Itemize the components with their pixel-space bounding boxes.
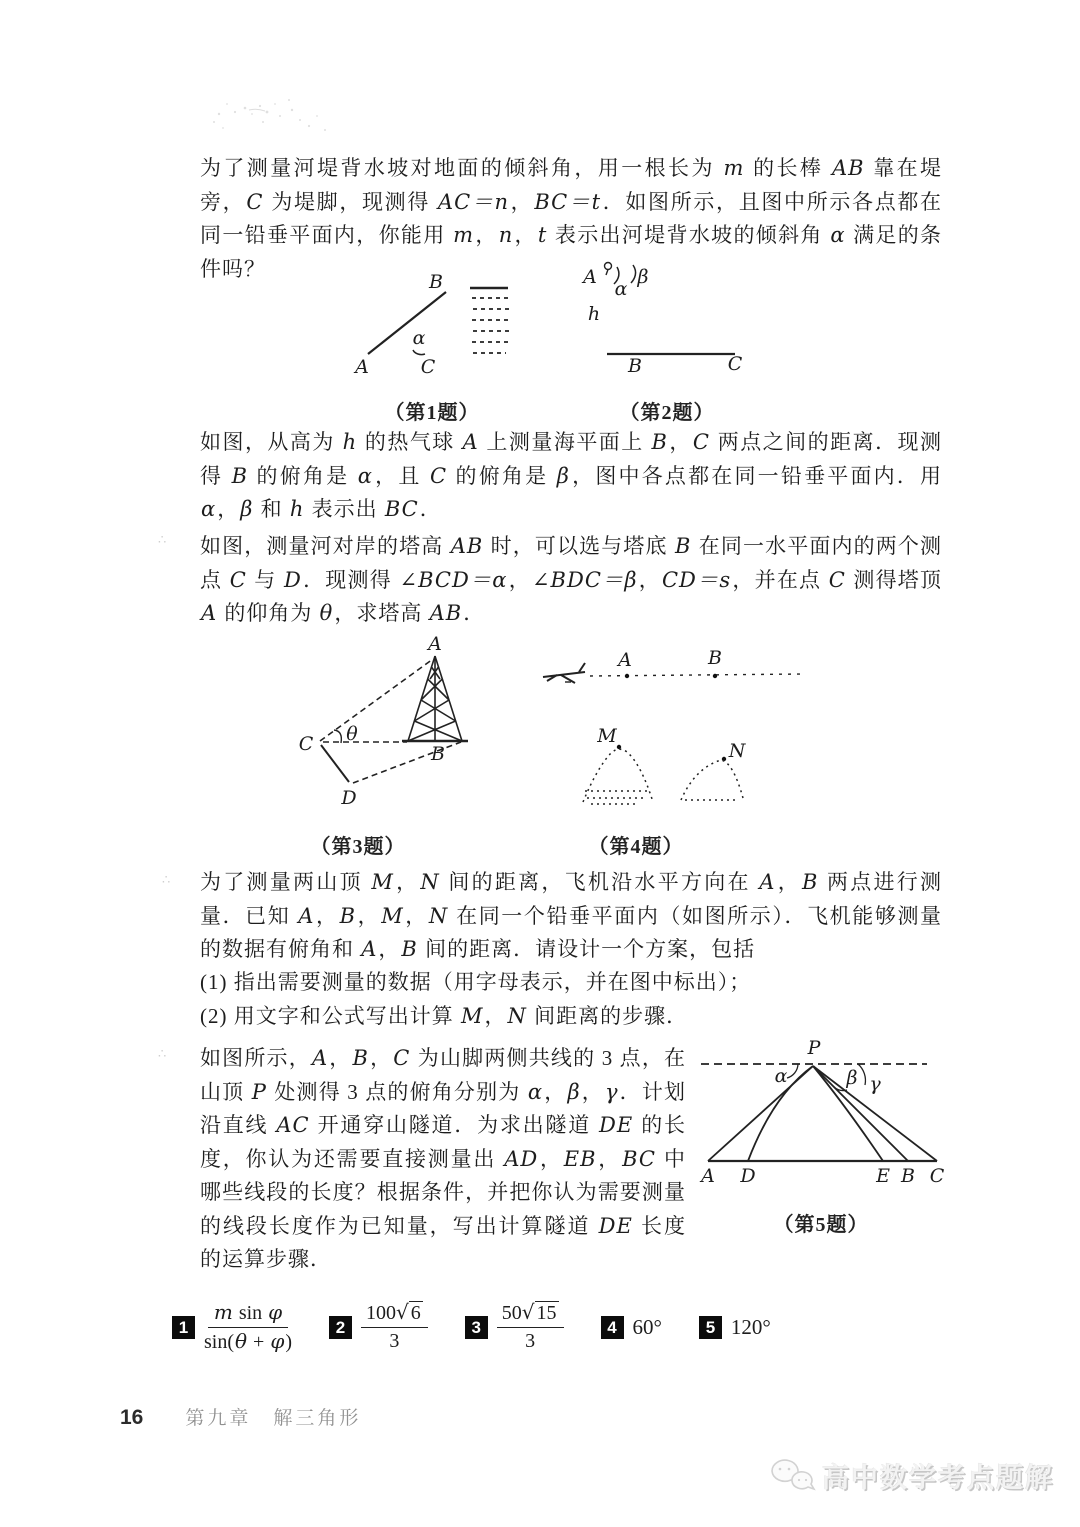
fig3-label-b: B xyxy=(431,743,445,765)
scan-smudge xyxy=(205,92,345,140)
fig1-label-c: C xyxy=(420,356,436,378)
problem-4-item-2: (2) 用文字和公式写出计算 M，N 间距离的步骤． xyxy=(200,1004,689,1028)
fig3-label-theta: θ xyxy=(346,723,358,745)
answer-3-fraction: $\frac{50√ 15}{3}$ xyxy=(497,1301,564,1353)
flight-path-line xyxy=(590,674,803,676)
faded-problem-number-mark: ∴ xyxy=(162,872,170,887)
measure-points xyxy=(617,674,726,761)
fig1-label-b: B xyxy=(429,271,443,293)
answer-3 xyxy=(465,1301,564,1353)
answer-2-number: 2 xyxy=(329,1316,352,1339)
problem-2-text: 如图，从高为 h 的热气球 A 上测量海平面上 B，C 两点之间的距离．现测得 B 的俯角是 α，且 C 的俯角是 β，图中各点都在同一铅垂平面内．用 α，β 和 h 表示出 BC． xyxy=(200,430,943,521)
figure-3-caption: （第3题） xyxy=(310,836,406,858)
slope-line-drawing xyxy=(368,292,446,355)
figure-2-caption: （第2题） xyxy=(619,402,715,424)
tower-drawing xyxy=(402,656,468,741)
fig5-label-c: C xyxy=(929,1165,945,1187)
figure-5 xyxy=(695,1040,957,1190)
answer-1-number: 1 xyxy=(172,1316,195,1339)
fig5-label-p: P xyxy=(807,1040,821,1059)
figure-3 xyxy=(290,634,490,814)
answer-1-fraction: $\frac{\text{m sin φ}}{\sin(\theta + \varphi)}$ xyxy=(204,1299,293,1353)
answer-2-fraction: $\frac{100√ 6}{3}$ xyxy=(361,1301,428,1353)
answer-5-number: 5 xyxy=(699,1316,722,1339)
dike-hatch-drawing xyxy=(470,288,510,353)
problem-4-text: 为了测量两山顶 M，N 间的距离，飞机沿水平方向在 A，B 两点进行测量．已知 A，B，M，N 在同一个铅垂平面内（如图所示）．飞机能够测量的数据有俯角和 A，B 间的距离．请设计一个方案，包括 xyxy=(200,870,943,961)
chapter-title: 第九章 解三角形 xyxy=(185,1408,362,1429)
faded-problem-number-mark: ∴ xyxy=(158,532,166,547)
faded-problem-number-mark: ∴ xyxy=(158,1046,166,1061)
answer-4-number: 4 xyxy=(601,1316,624,1339)
answer-4 xyxy=(601,1315,662,1340)
fig5-label-e: E xyxy=(876,1165,890,1187)
problem-1-text: 为了测量河堤背水坡对地面的倾斜角，用一根长为 m 的长棒 AB 靠在堤旁，C 为堤脚，现测得 AC＝n，BC＝t．如图所示，且图中所示各点都在同一铅垂平面内，你能用 m，n，t 表示出河堤背水坡的倾斜角 α 满足的条件吗？ xyxy=(200,156,943,281)
radical-sign: √ xyxy=(396,1300,409,1324)
fig3-label-d: D xyxy=(341,787,357,809)
fig4-label-m: M xyxy=(597,725,617,747)
fig5-label-a: A xyxy=(701,1165,715,1187)
answer-3-number: 3 xyxy=(465,1316,488,1339)
answer-5-value: 120° xyxy=(730,1314,771,1339)
answer-4-value: 60° xyxy=(632,1314,662,1339)
figure-5-caption: （第5题） xyxy=(773,1214,869,1236)
fig2-label-alpha: α xyxy=(614,278,628,300)
airplane-icon xyxy=(543,663,585,683)
wechat-icon xyxy=(768,1457,816,1495)
page-footer xyxy=(120,1403,361,1430)
answer-5 xyxy=(699,1315,771,1340)
fig2-label-b: B xyxy=(628,355,642,375)
fig5-label-gamma: γ xyxy=(869,1073,881,1095)
fig5-label-b: B xyxy=(901,1165,915,1187)
fig5-label-d: D xyxy=(740,1165,756,1187)
watermark-text: 高中数学考点题解 xyxy=(822,1463,1054,1493)
fig2-label-c: C xyxy=(727,353,743,375)
fig2-label-a: A xyxy=(583,266,597,288)
problem-5-text: 如图所示，A，B，C 为山脚两侧共线的 3 点，在山顶 P 处测得 3 点的俯角分别为 α，β，γ．计划沿直线 AC 开通穿山隧道．为求出隧道 DE 的长度，你认为还需要直接测量出 AD，EB，BC 中哪些线段的长度？根据条件，并把你认为需要测量的线段长度作为已知量，写出计算隧道 DE 长度的运算步骤． xyxy=(200,1046,687,1271)
fig1-label-alpha: α xyxy=(412,327,426,349)
figure-2 xyxy=(575,257,755,375)
fig3-label-a: A xyxy=(428,634,442,655)
answers-row xyxy=(172,1296,771,1358)
fig2-label-h: h xyxy=(587,303,601,325)
figure-4-caption: （第4题） xyxy=(588,836,684,858)
problem-4-item-1: (1) 指出需要测量的数据（用字母表示，并在图中标出）； xyxy=(200,970,752,994)
radical-sign: √ xyxy=(521,1300,535,1324)
fig5-label-alpha: α xyxy=(774,1065,788,1087)
answer-2 xyxy=(329,1301,428,1353)
watermark xyxy=(768,1456,1054,1495)
figure-1 xyxy=(340,268,530,386)
fig3-label-c: C xyxy=(298,733,314,755)
answer-1 xyxy=(172,1301,292,1354)
figure-4 xyxy=(535,650,815,815)
balloon-drawing xyxy=(605,263,612,276)
mountain-sightlines-drawing xyxy=(708,1066,937,1161)
fig2-label-beta: β xyxy=(637,266,649,288)
fig4-label-b: B xyxy=(708,650,722,669)
figure-1-caption: （第1题） xyxy=(384,402,480,424)
fig1-label-a: A xyxy=(355,356,369,378)
mountains-drawing xyxy=(583,749,743,804)
fig5-label-beta: β xyxy=(846,1067,858,1089)
fig4-label-n: N xyxy=(728,740,746,762)
problem-3-text: 如图，测量河对岸的塔高 AB 时，可以选与塔底 B 在同一水平面内的两个测点 C 与 D．现测得 ∠BCD＝α，∠BDC＝β，CD＝s，并在点 C 测得塔顶 A 的仰角为 θ，求塔高 AB． xyxy=(200,534,943,625)
page-number: 16 xyxy=(120,1406,144,1429)
fig4-label-a: A xyxy=(618,650,632,671)
